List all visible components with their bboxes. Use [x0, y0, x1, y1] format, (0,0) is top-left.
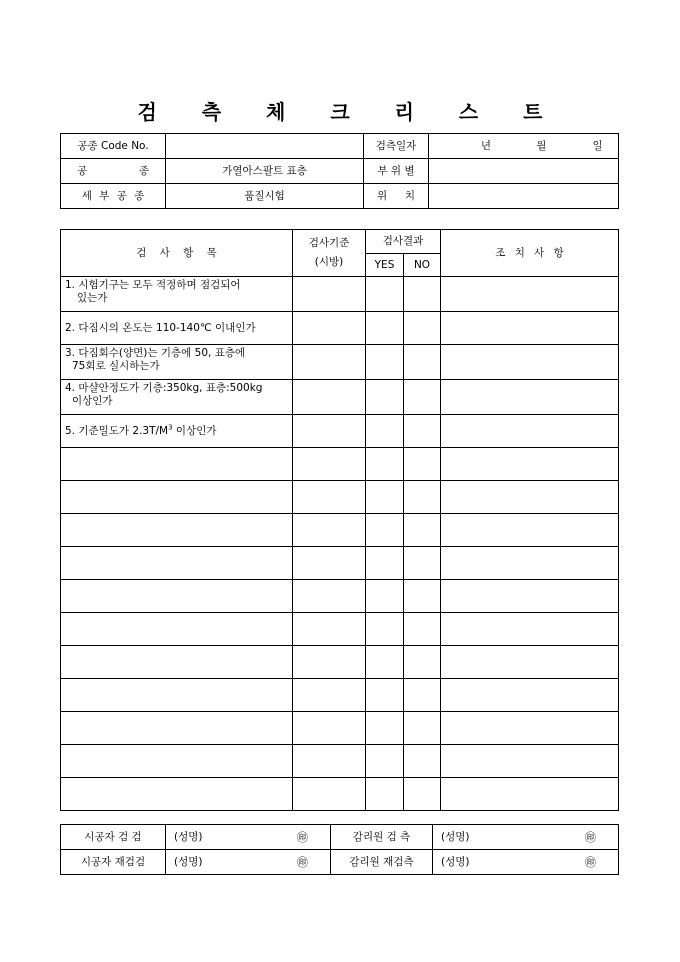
- no-cell[interactable]: [404, 547, 441, 580]
- action-cell[interactable]: [441, 481, 619, 514]
- item-cell: 5. 기준밀도가 $2.3T/M^3$ 이상인가: [61, 415, 293, 448]
- date-day: 일: [592, 139, 603, 152]
- yes-cell[interactable]: [366, 514, 404, 547]
- item-cell[interactable]: [61, 547, 293, 580]
- header-result: 검사결과: [366, 230, 441, 254]
- yes-cell[interactable]: [366, 580, 404, 613]
- header-action: 조 치 사 항: [441, 230, 619, 277]
- item-cell[interactable]: [61, 481, 293, 514]
- table-row: [61, 415, 619, 448]
- item-cell[interactable]: [61, 646, 293, 679]
- date-label: 검측일자: [364, 134, 429, 159]
- subwork-label: 세 부 공 종: [61, 184, 166, 209]
- item-cell[interactable]: [61, 712, 293, 745]
- action-cell[interactable]: [441, 380, 619, 415]
- contractor-reinspect-label: 시공자 재검검: [61, 850, 166, 875]
- no-cell[interactable]: [404, 679, 441, 712]
- criteria-cell[interactable]: [293, 712, 366, 745]
- criteria-cell[interactable]: [293, 547, 366, 580]
- item-cell[interactable]: [61, 778, 293, 811]
- contractor-reinspect-name[interactable]: (성명) ㊞: [166, 850, 331, 875]
- info-table: [60, 133, 619, 209]
- signature-table: [60, 824, 619, 875]
- date-year: 년: [480, 139, 491, 152]
- item-cell[interactable]: [61, 448, 293, 481]
- table-row: [61, 312, 619, 345]
- table-row: [61, 448, 619, 481]
- criteria-cell[interactable]: [293, 646, 366, 679]
- table-row: [61, 778, 619, 811]
- criteria-cell[interactable]: [293, 415, 366, 448]
- table-row: [61, 514, 619, 547]
- action-cell[interactable]: [441, 679, 619, 712]
- criteria-cell[interactable]: [293, 580, 366, 613]
- criteria-cell[interactable]: [293, 312, 366, 345]
- no-cell[interactable]: [404, 580, 441, 613]
- yes-cell[interactable]: [366, 712, 404, 745]
- table-row: [61, 613, 619, 646]
- no-cell[interactable]: [404, 448, 441, 481]
- no-cell[interactable]: [404, 514, 441, 547]
- table-row: [61, 547, 619, 580]
- action-cell[interactable]: [441, 415, 619, 448]
- action-cell[interactable]: [441, 547, 619, 580]
- contractor-inspect-label: 시공자 검 검: [61, 825, 166, 850]
- table-row: [61, 745, 619, 778]
- action-cell[interactable]: [441, 448, 619, 481]
- no-cell[interactable]: [404, 712, 441, 745]
- item-cell[interactable]: [61, 580, 293, 613]
- supervisor-reinspect-label: 감리원 재검측: [331, 850, 433, 875]
- criteria-cell[interactable]: [293, 778, 366, 811]
- criteria-cell[interactable]: [293, 481, 366, 514]
- action-cell[interactable]: [441, 646, 619, 679]
- yes-cell[interactable]: [366, 778, 404, 811]
- table-row: [61, 380, 619, 415]
- yes-cell[interactable]: [366, 613, 404, 646]
- subwork-value[interactable]: 품질시험: [166, 184, 364, 209]
- yes-cell[interactable]: [366, 481, 404, 514]
- criteria-cell[interactable]: [293, 613, 366, 646]
- work-label: 공 종: [61, 159, 166, 184]
- no-cell[interactable]: [404, 415, 441, 448]
- page-title: 검 측 체 크 리 스 트: [137, 100, 562, 124]
- action-cell[interactable]: [441, 514, 619, 547]
- yes-cell[interactable]: [366, 415, 404, 448]
- header-yes: YES: [366, 254, 404, 277]
- yes-cell[interactable]: [366, 312, 404, 345]
- criteria-cell[interactable]: [293, 277, 366, 312]
- checklist-table: [60, 229, 619, 811]
- header-no: NO: [404, 254, 441, 277]
- yes-cell[interactable]: [366, 679, 404, 712]
- table-row: [61, 345, 619, 380]
- item-cell[interactable]: [61, 745, 293, 778]
- supervisor-inspect-name[interactable]: (성명) ㊞: [433, 825, 619, 850]
- seal-icon: ㊞: [585, 855, 596, 869]
- criteria-cell[interactable]: [293, 380, 366, 415]
- action-cell[interactable]: [441, 745, 619, 778]
- yes-cell[interactable]: [366, 277, 404, 312]
- supervisor-reinspect-name[interactable]: (성명) ㊞: [433, 850, 619, 875]
- no-cell[interactable]: [404, 613, 441, 646]
- no-cell[interactable]: [404, 481, 441, 514]
- item-cell[interactable]: [61, 679, 293, 712]
- yes-cell[interactable]: [366, 745, 404, 778]
- seal-icon: ㊞: [297, 855, 308, 869]
- action-cell[interactable]: [441, 277, 619, 312]
- yes-cell[interactable]: [366, 547, 404, 580]
- action-cell[interactable]: [441, 580, 619, 613]
- table-row: [61, 580, 619, 613]
- part-value[interactable]: [429, 159, 619, 184]
- no-cell[interactable]: [404, 745, 441, 778]
- action-cell[interactable]: [441, 312, 619, 345]
- part-label: 부 위 별: [364, 159, 429, 184]
- seal-icon: ㊞: [297, 830, 308, 844]
- item-cell[interactable]: [61, 514, 293, 547]
- action-cell[interactable]: [441, 778, 619, 811]
- date-month: 월: [536, 139, 547, 152]
- criteria-cell[interactable]: [293, 345, 366, 380]
- criteria-cell[interactable]: [293, 679, 366, 712]
- contractor-inspect-name[interactable]: (성명) ㊞: [166, 825, 331, 850]
- item-cell: 1. 시험기구는 모두 적정하며 점검되어 있는가: [61, 277, 293, 312]
- header-item: 검 사 항 목: [61, 230, 293, 277]
- no-cell[interactable]: [404, 646, 441, 679]
- code-value[interactable]: [166, 134, 364, 159]
- code-label: 공종 Code No.: [61, 134, 166, 159]
- no-cell[interactable]: [404, 380, 441, 415]
- table-row: [61, 679, 619, 712]
- location-label: 위 치: [364, 184, 429, 209]
- table-row: [61, 646, 619, 679]
- yes-cell[interactable]: [366, 646, 404, 679]
- criteria-cell[interactable]: [293, 448, 366, 481]
- action-cell[interactable]: [441, 613, 619, 646]
- table-row: [61, 712, 619, 745]
- table-row: [61, 277, 619, 312]
- work-value[interactable]: 가열아스팔트 표층: [166, 159, 364, 184]
- yes-cell[interactable]: [366, 380, 404, 415]
- criteria-cell[interactable]: [293, 514, 366, 547]
- no-cell[interactable]: [404, 312, 441, 345]
- no-cell[interactable]: [404, 345, 441, 380]
- item-cell: 4. 마샬안정도가 기층:350kg, 표층:500kg 이상인가: [61, 380, 293, 415]
- header-criteria: 검사기준 (시방): [293, 230, 366, 277]
- criteria-cell[interactable]: [293, 745, 366, 778]
- yes-cell[interactable]: [366, 345, 404, 380]
- item-cell: 3. 다짐회수(양면)는 기층에 50, 표층에 75회로 실시하는가: [61, 345, 293, 380]
- no-cell[interactable]: [404, 778, 441, 811]
- action-cell[interactable]: [441, 712, 619, 745]
- item-cell: 2. 다짐시의 온도는 110-140℃ 이내인가: [61, 312, 293, 345]
- supervisor-inspect-label: 감리원 검 측: [331, 825, 433, 850]
- seal-icon: ㊞: [585, 830, 596, 844]
- yes-cell[interactable]: [366, 448, 404, 481]
- item-cell[interactable]: [61, 613, 293, 646]
- date-value[interactable]: [429, 134, 619, 159]
- location-value[interactable]: [429, 184, 619, 209]
- action-cell[interactable]: [441, 345, 619, 380]
- no-cell[interactable]: [404, 277, 441, 312]
- table-row: [61, 481, 619, 514]
